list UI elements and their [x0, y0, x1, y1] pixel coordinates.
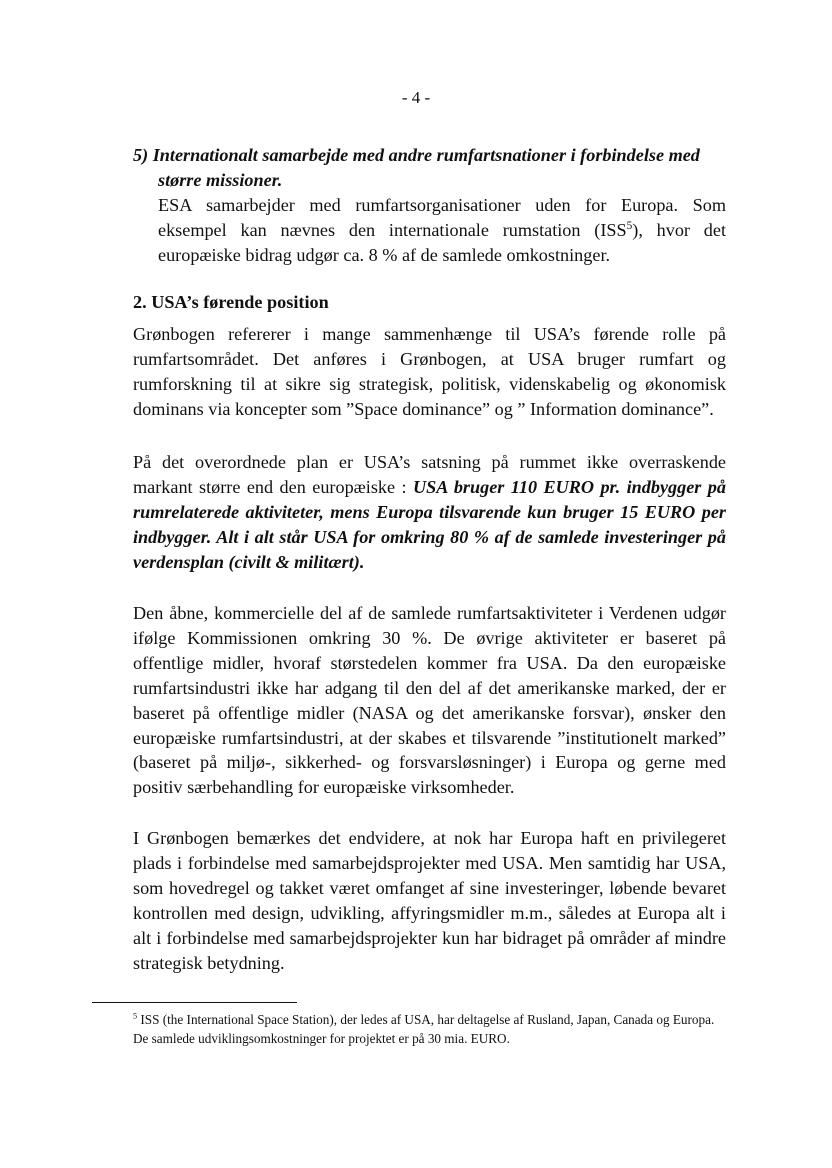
item-title-continued: større missioner. — [158, 169, 283, 190]
paragraph-2 — [133, 450, 726, 575]
paragraph-2-normal: På det overordnede plan er USA’s satsning på rummet ikke overraskende markant større end den europæiske : — [133, 452, 726, 497]
page-number: - 4 - — [401, 88, 431, 107]
paragraph-4-text: I Grønbogen bemærkes det endvidere, at nok har Europa haft en privilegeret plads i forbindelse med samarbejdsprojekter med USA. Men samtidig har USA, som hovedregel og takket været omfanget af sine investeringer, løbende bevaret kontrollen med design, udvikling, affyringsmidler m.m., således at Europa alt i alt i forbindelse med samarbejdsprojekter kun har bidraget på områder af mindre strategisk betydning. — [133, 828, 726, 973]
item-body — [133, 193, 726, 268]
footnote-text: ISS (the International Space Station), der ledes af USA, har deltagelse af Rusland, Japan, Canada og Europa. De samlede udviklingsomkostninger for projektet er på 30 mia. EURO. — [133, 1012, 715, 1046]
footnote-reference: 5 — [626, 219, 633, 232]
item-body-text-b: ), hvor det europæiske bidrag udgør ca. 8 % af de samlede omkostninger. — [158, 219, 727, 265]
paragraph-3 — [133, 601, 726, 800]
item-title: 5) Internationalt samarbejde med andre rumfartsnationer i forbindelse med — [133, 145, 700, 165]
footnote-marker: 5 — [133, 1011, 138, 1021]
footnote-separator — [92, 1002, 297, 1003]
paragraph-2-text — [133, 450, 726, 575]
paragraph-2-emphasis: USA bruger 110 EURO pr. indbygger på rumrelaterede aktiviteter, mens Europa tilsvarende kun bruger 15 EURO per indbygger. Alt i alt står USA for omkring 80 % af de samlede investeringer på verdensplan (civilt & militært). — [133, 476, 726, 572]
list-item-5 — [133, 143, 726, 268]
footnote — [133, 1010, 726, 1048]
paragraph-4 — [133, 826, 726, 975]
section-heading: 2. USA’s førende position — [133, 292, 329, 312]
paragraph-1-text: Grønbogen refererer i mange sammenhænge til USA’s førende rolle på rumfartsområdet. Det anføres i Grønbogen, at USA bruger rumfart og rumforskning til at sikre sig strategisk, politisk, videnskabelig og økonomisk dominans via koncepter som ”Space dominance” og ” Information dominance”. — [133, 324, 726, 419]
item-body-text-a: ESA samarbejder med rumfartsorganisationer uden for Europa. Som eksempel kan nævnes den internationale rumstation (ISS — [158, 194, 726, 240]
paragraph-1 — [133, 322, 726, 422]
paragraph-3-text: Den åbne, kommercielle del af de samlede rumfartsaktiviteter i Verdenen udgør ifølge Kommissionen omkring 30 %. De øvrige aktiviteter er baseret på offentlige midler, hvoraf størstedelen kommer fra USA. Da den europæiske rumfartsindustri ikke har adgang til den del af det amerikanske marked, der er baseret på offentlige midler (NASA og det amerikanske forsvar), ønsker den europæiske rumfartsindustri, at der skabes et tilsvarende ”institutionelt marked” (baseret på miljø-, sikkerhed- og forsvarsløsninger) i Europa og gerne med positiv særbehandling for europæiske virksomheder. — [133, 603, 726, 798]
